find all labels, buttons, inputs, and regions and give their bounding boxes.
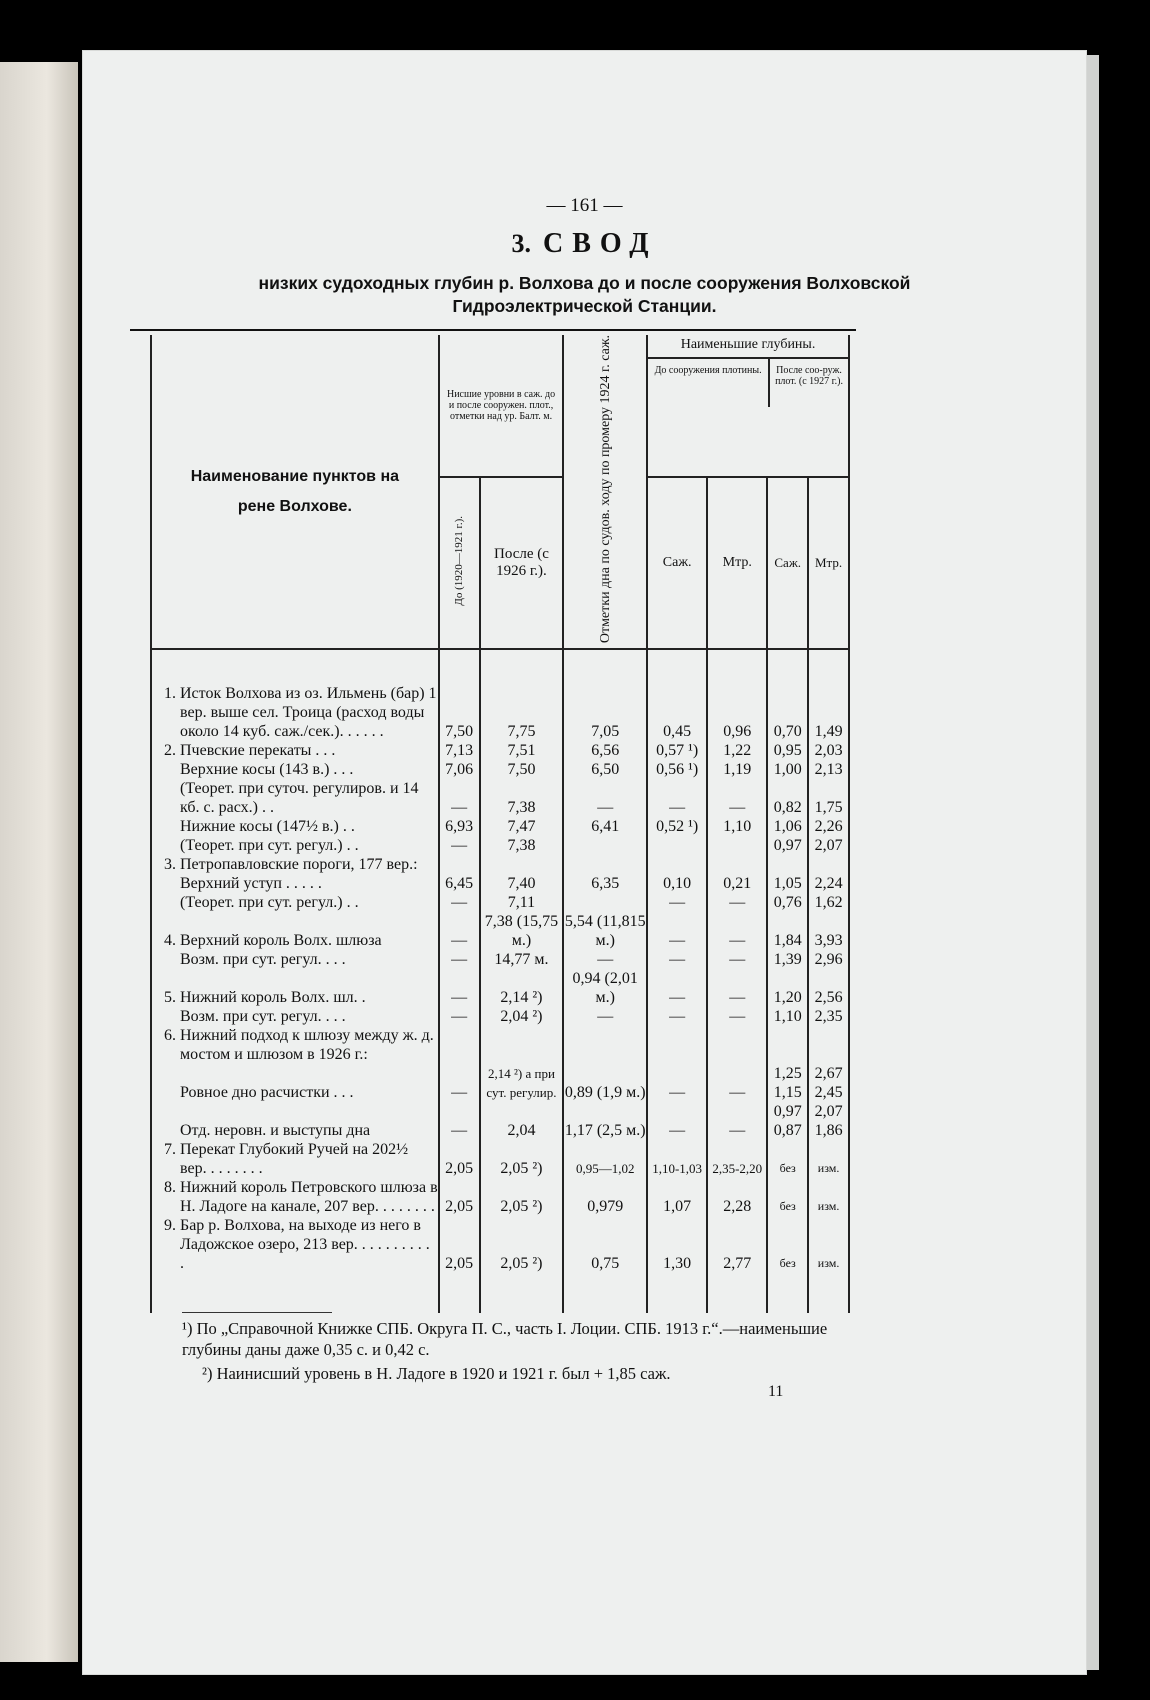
table-row [151,779,849,817]
cell-c1: 2,05 [439,1178,480,1216]
row-label: Ровное дно расчистки . . . [180,1084,354,1102]
cell-c4: 1,10-1,03 [647,1140,707,1178]
cell-c2: 7,50 [480,760,564,779]
table-row [151,836,849,855]
row-name [151,836,439,855]
cell-c7: 2,13 [808,760,849,779]
cell-c1: — [439,836,480,855]
footnote-2: ²) Наинисший уровень в Н. Ладоге в 1920 и 1921 г. был + 1,85 саж. [202,1364,671,1383]
row-name [151,1064,439,1102]
cell-c7: 2,96 [808,950,849,969]
cell-c2 [480,855,564,874]
row-label: Нижние косы (147½ в.) . . [180,818,355,836]
cell-c2: 7,40 [480,874,564,893]
cell-c6: без [767,1178,808,1216]
cell-c7: 2,26 [808,817,849,836]
cell-c7: 2,67 2,45 [808,1064,849,1102]
row-name [151,1007,439,1026]
table-row [151,1102,849,1140]
cell-c2: 7,51 [480,741,564,760]
cell-c2: 7,75 [480,684,564,741]
row-name [151,779,439,817]
row-label: (Теорет. при суточ. регулиров. и 14 кб. с. расх.) . . [180,780,419,817]
cell-c6: 0,82 [767,779,808,817]
cell-c7: 1,49 [808,684,849,741]
row-name [151,950,439,969]
row-number: 9. [164,1217,176,1235]
row-label: Нижний король Волх. шл. . [180,989,366,1007]
cell-c4: 1,07 [647,1178,707,1216]
cell-c3: — [563,950,647,969]
row-number: 4. [164,932,176,950]
cell-c1 [439,1026,480,1064]
cell-c6: 1,05 [767,874,808,893]
cell-c5 [707,1026,767,1064]
cell-c3: 6,56 [563,741,647,760]
table-row [151,912,849,950]
table-row [151,1140,849,1178]
row-name [151,760,439,779]
cell-c4: — [647,1064,707,1102]
row-number: 6. [164,1027,176,1045]
signature-mark: 11 [768,1383,784,1400]
cell-c3: 0,95—1,02 [563,1140,647,1178]
cell-c2 [480,1026,564,1064]
table-row [151,684,849,741]
row-name [151,1026,439,1064]
cell-c7: изм. [808,1140,849,1178]
scanned-page [82,50,1087,1675]
cell-c4: — [647,950,707,969]
cell-c6: 1,10 [767,1007,808,1026]
header-bottom-marks: Отметки дна по судов. ходу по промеру 1924 г. саж. [563,335,647,649]
cell-c4: — [647,779,707,817]
row-name [151,912,439,950]
cell-c6: без [767,1216,808,1273]
cell-c6 [767,1026,808,1064]
cell-c3: 7,05 [563,684,647,741]
table-row [151,950,849,969]
page-number: — 161 — [546,195,623,216]
cell-c3: 0,89 (1,9 м.) [563,1064,647,1102]
cell-c6: 0,95 [767,741,808,760]
cell-c1: — [439,1064,480,1102]
top-rule [130,329,856,331]
cell-c6: 1,00 [767,760,808,779]
cell-c5: 2,28 [707,1178,767,1216]
subtitle [82,272,1087,318]
footnote-rule [182,1312,332,1313]
cell-c2: 7,47 [480,817,564,836]
row-name [151,893,439,912]
header-levels-group: Нисшие уровни в саж. до и после сооружен. плот., отметки над ур. Балт. м. [439,335,564,477]
cell-c7: 2,03 [808,741,849,760]
cell-c6: 1,20 [767,969,808,1007]
table-row [151,760,849,779]
row-name [151,969,439,1007]
cell-c6: 1,39 [767,950,808,969]
table-row [151,969,849,1007]
page-edge [1087,55,1099,1670]
cell-c3: 1,17 (2,5 м.) [563,1102,647,1140]
cell-c2: 2,14 ²) а при сут. регулир. [480,1064,564,1102]
row-label: Петропавловские пороги, 177 вер.: [180,856,418,874]
table-row [151,1216,849,1273]
cell-c4 [647,855,707,874]
row-label: Перекат Глубокий Ручей на 202½ вер. . . . . . . . [180,1141,409,1178]
table-row [151,893,849,912]
cell-c1: — [439,1007,480,1026]
header-min-depths: Наименьшие глубины. До сооружения плотины. После соо-руж. плот. (с 1927 г.). [647,335,849,477]
cell-c5: — [707,950,767,969]
cell-c4: — [647,1102,707,1140]
row-label: Верхний король Волх. шлюза [180,932,382,950]
cell-c6: 0,97 [767,836,808,855]
cell-c3 [563,1026,647,1064]
cell-c7: 2,07 [808,836,849,855]
row-name [151,684,439,741]
header-mtr-2: Мтр. [808,477,849,649]
header-sazh-2: Саж. [767,477,808,649]
cell-c7: 1,75 [808,779,849,817]
cell-c4: 1,30 [647,1216,707,1273]
row-label: Пчевские перекаты . . . [180,742,336,760]
cell-c7: изм. [808,1178,849,1216]
row-label: Исток Волхова из оз. Ильмень (бар) 1 вер. выше сел. Троица (расход воды около 14 куб. саж./сек.). . . . . . [180,685,437,741]
cell-c2: 2,04 ²) [480,1007,564,1026]
cell-c7 [808,1026,849,1064]
cell-c4: — [647,969,707,1007]
cell-c2: 2,05 ²) [480,1178,564,1216]
cell-c7: изм. [808,1216,849,1273]
cell-c3: 0,979 [563,1178,647,1216]
row-name [151,817,439,836]
cell-c1: 2,05 [439,1140,480,1178]
cell-c4: — [647,893,707,912]
cell-c1: 6,45 [439,874,480,893]
header-before: До (1920—1921 г.). [439,477,480,649]
cell-c5: 0,96 [707,684,767,741]
header-mtr-1: Мтр. [707,477,767,649]
cell-c5: — [707,779,767,817]
cell-c5 [707,855,767,874]
cell-c1: 7,13 [439,741,480,760]
cell-c2: 7,38 [480,836,564,855]
cell-c3: 6,41 [563,817,647,836]
cell-c4: 0,57 ¹) [647,741,707,760]
table-row [151,741,849,760]
table-row [151,874,849,893]
row-label: Нижний подход к шлюзу между ж. д. мостом и шлюзом в 1926 г.: [180,1027,434,1064]
cell-c6: 1,06 [767,817,808,836]
row-label: Бар р. Волхова, на выходе из него в Ладожское озеро, 213 вер. . . . . . . . . . . [180,1217,430,1273]
cell-c6: 1,25 1,15 [767,1064,808,1102]
table-row [151,1026,849,1064]
cell-c2: 2,04 [480,1102,564,1140]
row-name [151,1140,439,1178]
table-row [151,1064,849,1102]
cell-c3: 5,54 (11,815 м.) [564,913,646,950]
cell-c5: — [707,1102,767,1140]
cell-c1: — [439,1102,480,1140]
cell-c5: 0,21 [707,874,767,893]
cell-c1: — [439,950,480,969]
cell-c1 [439,855,480,874]
row-number: 3. [164,856,176,874]
table-row [151,1007,849,1026]
cell-c2: 7,38 (15,75 м.) [480,912,564,950]
cell-c3 [563,855,647,874]
cell-c2: 7,11 [480,893,564,912]
cell-c6: 0,70 [767,684,808,741]
cell-c7: 3,93 [808,912,849,950]
header-before-dam: До сооружения плотины. [648,359,770,407]
cell-c3: — [563,1007,647,1026]
cell-c2: 2,05 ²) [480,1216,564,1273]
row-number: 1. [164,685,176,703]
cell-c4 [647,836,707,855]
cell-c7 [808,855,849,874]
table-row [151,817,849,836]
cell-c5: — [707,1007,767,1026]
cell-c4: 0,45 [647,684,707,741]
row-label: Возм. при сут. регул. . . . [180,951,346,969]
cell-c3 [563,836,647,855]
page-title [82,228,1087,260]
row-name [151,855,439,874]
row-number: 2. [164,742,176,760]
cell-c5: 1,22 [707,741,767,760]
cell-c3: 6,50 [563,760,647,779]
cell-c5 [707,836,767,855]
subtitle-line-1: низких судоходных глубин р. Волхова до и после сооружения Волховской [258,273,911,293]
row-name [151,1178,439,1216]
cell-c5: 2,77 [707,1216,767,1273]
cell-c3 [563,893,647,912]
cell-c2: 2,14 ²) [480,969,564,1007]
cell-c7: 1,62 [808,893,849,912]
header-after-dam: После соо-руж. плот. (с 1927 г.). [775,365,843,387]
cell-c5: 2,35-2,20 [707,1140,767,1178]
cell-c5: — [707,893,767,912]
header-name: Наименование пунктов на рене Волхове. [151,335,439,649]
cell-c3: 0,75 [563,1216,647,1273]
cell-c4: — [647,912,707,950]
row-number: 7. [164,1141,176,1159]
cell-c3: 0,94 (2,01 м.) [563,969,647,1007]
row-label: Отд. неровн. и выступы дна [180,1122,371,1140]
cell-c1: — [439,912,480,950]
cell-c5: — [707,1064,767,1102]
subtitle-line-2: Гидроэлектрической Станции. [452,296,717,316]
previous-page-edge [0,62,78,1662]
cell-c1: 7,50 [439,684,480,741]
cell-c7: 2,35 [808,1007,849,1026]
row-label: (Теорет. при сут. регул.) . . [180,837,359,855]
cell-c3: — [563,779,647,817]
row-name [151,874,439,893]
cell-c5: — [707,969,767,1007]
row-label: (Теорет. при сут. регул.) . . [180,894,359,912]
cell-c2: 2,05 ²) [480,1140,564,1178]
cell-c4: 0,10 [647,874,707,893]
cell-c3: 6,35 [563,874,647,893]
cell-c6: 0,97 0,87 [767,1102,808,1140]
cell-c6: 0,76 [767,893,808,912]
footnote-1: ¹) По „Справочной Книжке СПБ. Округа П. С., часть I. Лоции. СПБ. 1913 г.“.—наименьшие глубины даны даже 0,35 с. и 0,42 с. [182,1319,828,1359]
cell-c7: 2,24 [808,874,849,893]
cell-c7: 2,07 1,86 [808,1102,849,1140]
row-label: Возм. при сут. регул. . . . [180,1008,346,1026]
cell-c1: — [439,893,480,912]
title-number: 3. [511,229,531,258]
row-label: Верхний уступ . . . . . [180,875,322,893]
header-after: После (с 1926 г.). [480,477,564,649]
row-name [151,741,439,760]
cell-c6: без [767,1140,808,1178]
header-sazh-1: Саж. [647,477,707,649]
row-name [151,1216,439,1273]
cell-c2: 14,77 м. [480,950,564,969]
cell-c6: 1,84 [767,912,808,950]
cell-c1: — [439,969,480,1007]
cell-c4 [647,1026,707,1064]
cell-c4: 0,56 ¹) [647,760,707,779]
row-number: 8. [164,1179,176,1197]
row-number: 5. [164,989,176,1007]
table-row [151,855,849,874]
cell-c1: 7,06 [439,760,480,779]
row-label: Верхние косы (143 в.) . . . [180,761,354,779]
cell-c5: 1,19 [707,760,767,779]
cell-c1: 6,93 [439,817,480,836]
cell-c7: 2,56 [808,969,849,1007]
cell-c5: 1,10 [707,817,767,836]
cell-c2: 7,38 [480,779,564,817]
depth-table [150,335,850,1313]
cell-c4: — [647,1007,707,1026]
cell-c4: 0,52 ¹) [647,817,707,836]
row-label: Нижний король Петровского шлюза в Н. Ладоге на канале, 207 вер. . . . . . . . [180,1179,438,1216]
cell-c5: — [707,912,767,950]
cell-c1: 2,05 [439,1216,480,1273]
table-row [151,1178,849,1216]
cell-c6 [767,855,808,874]
title-text: СВОД [542,228,658,259]
cell-c1: — [439,779,480,817]
row-name [151,1102,439,1140]
